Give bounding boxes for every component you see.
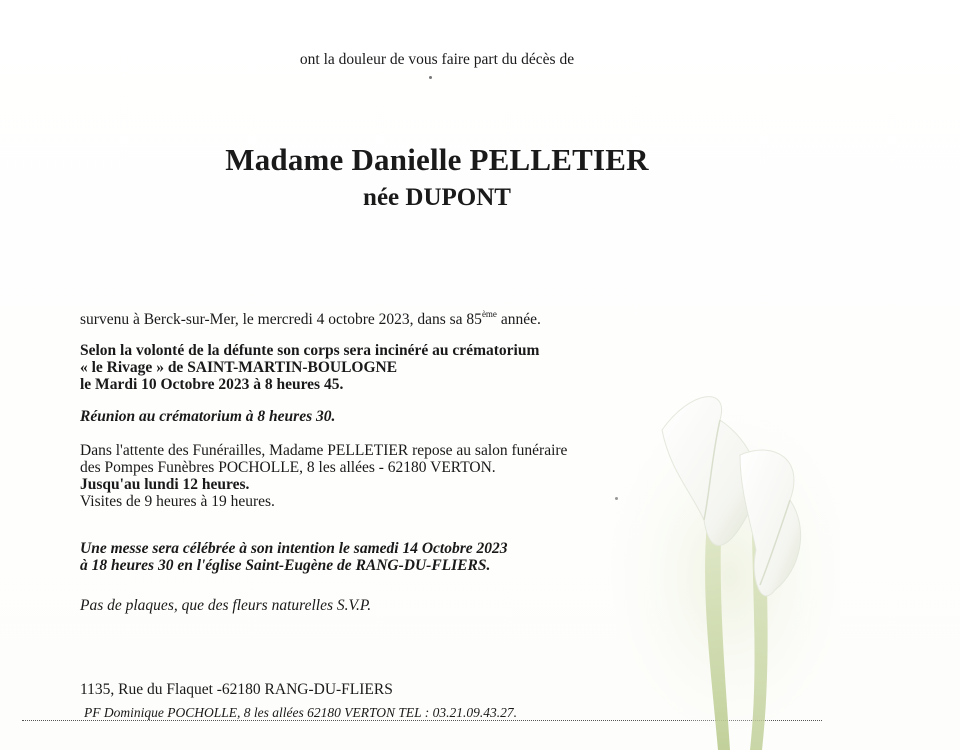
cremation-line-1: Selon la volonté de la défunte son corps sera incinéré au crématorium (80, 342, 540, 359)
death-info-main: survenu à Berck-sur-Mer, le mercredi 4 octobre 2023, dans sa 85 (80, 311, 482, 328)
deceased-name: Madame Danielle PELLETIER (225, 142, 649, 177)
speck-mark (429, 76, 432, 79)
visitation-line-1: Dans l'attente des Funérailles, Madame PELLETIER repose au salon funéraire (80, 442, 568, 459)
mass-line-1: Une messe sera célébrée à son intention le samedi 14 Octobre 2023 (80, 540, 508, 557)
cremation-line-2: « le Rivage » de SAINT-MARTIN-BOULOGNE (80, 359, 398, 376)
visitation-line-2: des Pompes Funèbres POCHOLLE, 8 les allées - 62180 VERTON. (80, 459, 496, 476)
death-info-end: année. (496, 311, 541, 328)
cremation-line-3: le Mardi 10 Octobre 2023 à 8 heures 45. (80, 376, 344, 393)
address-line: 1135, Rue du Flaquet -62180 RANG-DU-FLIERS (80, 681, 393, 698)
intro-text: ont la douleur de vous faire part du décès de (299, 51, 575, 68)
death-info-superscript: ème (481, 309, 497, 319)
visitation-line-3: Jusqu'au lundi 12 heures. (80, 476, 250, 493)
visitation-line-4: Visites de 9 heures à 19 heures. (80, 493, 275, 510)
death-info (80, 311, 541, 328)
maiden-name: née DUPONT (363, 184, 511, 211)
meeting-info: Réunion au crématorium à 8 heures 30. (80, 408, 336, 425)
flowers-note: Pas de plaques, que des fleurs naturelles S.V.P. (80, 597, 372, 614)
calla-lily-illustration (600, 360, 840, 750)
mass-line-2: à 18 heures 30 en l'église Saint-Eugène de RANG-DU-FLIERS. (80, 557, 491, 574)
funeral-home-footer: PF Dominique POCHOLLE, 8 les allées 62180 VERTON TEL : 03.21.09.43.27. (84, 705, 518, 720)
